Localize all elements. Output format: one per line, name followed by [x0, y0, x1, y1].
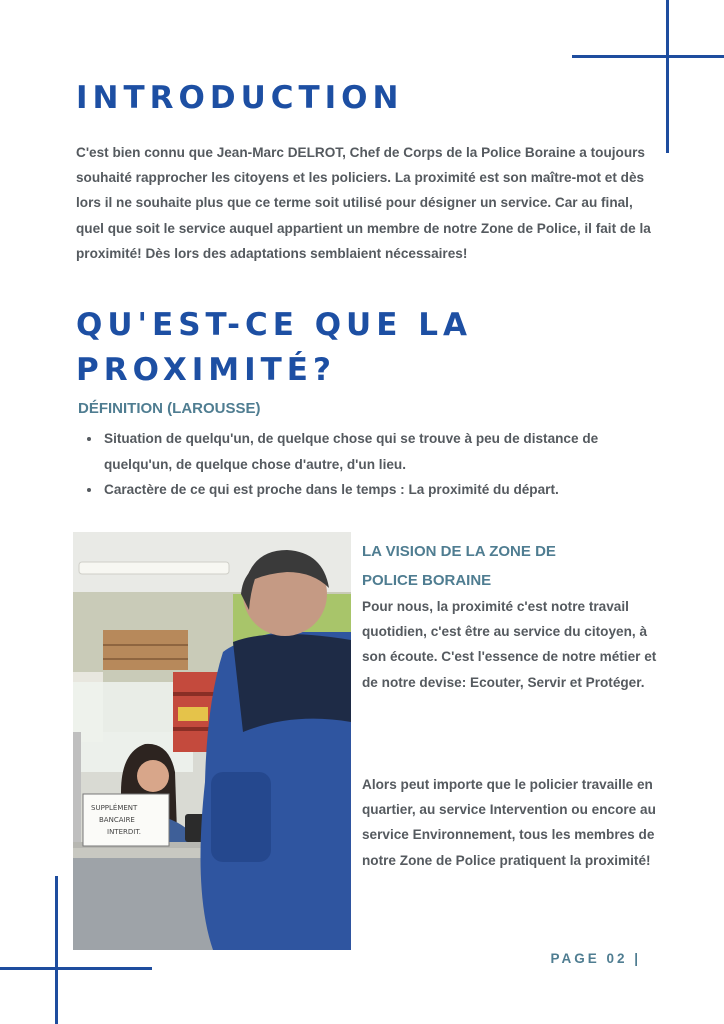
definition-item: • Caractère de ce qui est proche dans le temps : La proximité du départ.: [102, 477, 642, 503]
police-counter-photo: [73, 532, 351, 950]
definition-title: DÉFINITION (LAROUSSE): [78, 400, 261, 417]
top-right-horizontal-line: [572, 55, 724, 58]
section-heading-line2: PROXIMITÉ?: [76, 352, 336, 388]
page-number: PAGE 02 |: [550, 951, 641, 966]
vision-paragraph-1: Pour nous, la proximité c'est notre travail quotidien, c'est être au service du citoyen, à son écoute. C'est l'essence de notre métier et de notre devise: Ecouter, Servir et Protéger.: [362, 599, 657, 690]
vision-title: [362, 537, 556, 595]
vision-paragraph-2: Alors peut importe que le policier travaille en quartier, au service Intervention ou encore au service Environnement, tous les membres de notre Zone de Police pratiquent la proximité!: [362, 777, 656, 868]
intro-heading: INTRODUCTION: [76, 80, 404, 116]
bottom-left-vertical-line: [55, 876, 58, 1024]
definition-item: • Situation de quelqu'un, de quelque chose qui se trouve à peu de distance de quelqu'un, de quelque chose d'autre, d'un lieu.: [102, 426, 642, 477]
bottom-left-horizontal-line: [0, 967, 152, 970]
vision-title-line1: LA VISION DE LA ZONE DE: [362, 543, 556, 560]
section-heading-line1: QU'EST-CE QUE LA: [76, 307, 472, 343]
top-right-vertical-line: [666, 0, 669, 153]
intro-paragraph: C'est bien connu que Jean-Marc DELROT, Chef de Corps de la Police Boraine a toujours souhaité rapprocher les citoyens et les policiers. La proximité est son maître-mot et dès lors il ne souhaite plus que ce terme soit utilisé pour désigner un service. Car au final, quel que soit le service auquel appartient un membre de notre Zone de Police, il fait de la proximité! Dès lors des adaptations semblaient nécessaires!: [76, 145, 651, 261]
vision-title-line2: POLICE BORAINE: [362, 572, 492, 589]
sign-line-1: SUPPLÉMENT: [91, 804, 138, 812]
definition-list: [80, 426, 642, 503]
sign-line-3: INTERDIT.: [107, 828, 141, 836]
section-heading: [76, 303, 472, 393]
sign-line-2: BANCAIRE: [99, 816, 135, 824]
